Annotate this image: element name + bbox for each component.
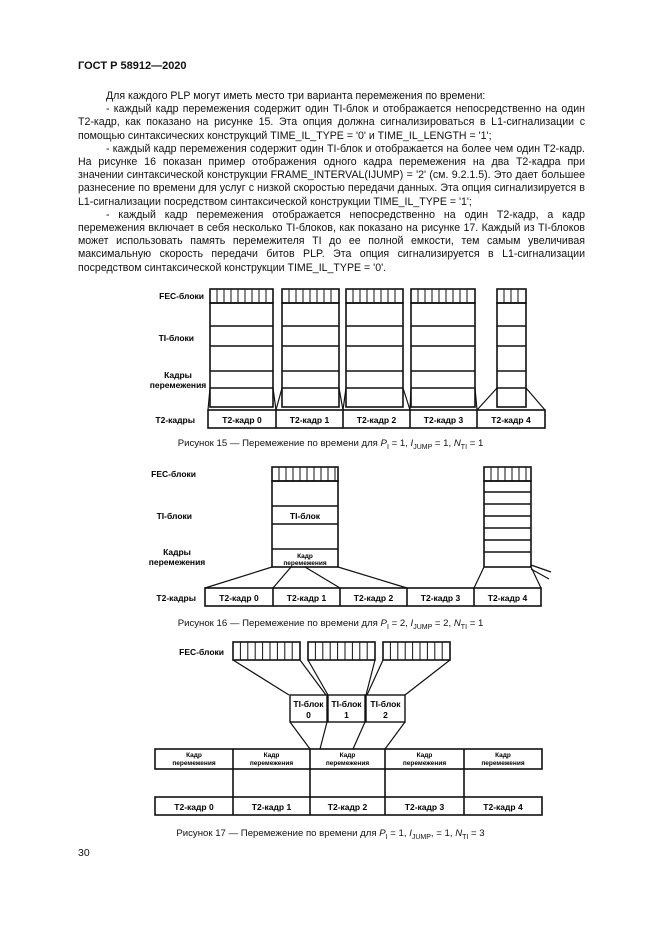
frames-label-2: перемежения (149, 380, 207, 390)
t2-frame-4: T2-кадр 4 (491, 415, 531, 425)
fec-block-group (308, 642, 375, 660)
figure-15-diagram (0, 284, 661, 434)
interleaving-frame-label: Кадр (495, 752, 511, 759)
t2-frame-3: T2-кадр 3 (423, 415, 464, 425)
fec-block-group (411, 289, 475, 303)
t2-frame-3: T2-кадр 3 (404, 802, 445, 812)
interleaving-frame-label: Кадр (416, 752, 433, 759)
t2-frame-0: T2-кадр 0 (222, 415, 262, 425)
interleaving-frame-label: перемежения (172, 760, 216, 767)
document-header: ГОСТ Р 58912—2020 (78, 60, 187, 72)
t2-frame-4: T2-кадр 4 (487, 593, 528, 603)
figure-17-caption: Рисунок 17 — Перемежение по времени для $P_I = 1$, $I_{JUMP}$, = 1, $N_{TI} = 3$ (176, 828, 485, 841)
fec-block-group (233, 642, 300, 660)
figure-16 (0, 462, 661, 612)
fec-block-group (210, 289, 273, 303)
ti-column (484, 481, 531, 567)
interleaving-frame-label: перемежения (325, 760, 370, 767)
fec-label: FEC-блоки (159, 291, 204, 301)
ti-column (210, 303, 273, 407)
interleaving-frame-label: Кадр (339, 752, 356, 759)
ti-column (497, 303, 526, 407)
t2-frame-4: T2-кадр 4 (483, 802, 523, 812)
figure-15-caption: Рисунок 15 — Перемежение по времени для $P_I = 1$, $I_{JUMP} = 1$, $N_{TI} = 1$ (177, 438, 484, 451)
frames-label: Кадры (164, 370, 192, 380)
figure-17-diagram (0, 637, 661, 825)
ti-column (282, 303, 339, 407)
t2-frame-1: T2-кадр 1 (286, 593, 327, 603)
ti-block-2-index: 2 (383, 710, 388, 720)
figure-16-diagram (0, 462, 661, 612)
interleaving-frame-label: перемежения (481, 760, 525, 767)
paragraph: Для каждого PLP могут иметь место три варианта перемежения по времени: (106, 90, 486, 102)
interleaving-frame-label-2: перемежения (283, 560, 327, 567)
ti-column (346, 303, 403, 407)
paragraph: - каждый кадр перемежения содержит один TI-блок и отображается непосредственно на один T2-кадр, как показано на рисунке 15. Эта опция должна сигнализироваться в L1-сигнализации с помощью синтаксических конструкций TIME_IL_TYPE = '0' и TIME_IL_LENGTH = '1'; (78, 103, 585, 142)
t2-frame-2: T2-кадр 2 (353, 593, 394, 603)
ti-block-1-index: 1 (344, 710, 349, 720)
t2-label: T2-кадры (155, 415, 195, 425)
page-number: 30 (78, 847, 90, 859)
interleaving-frame-label: перемежения (402, 760, 447, 767)
fec-block-group (383, 642, 450, 660)
ti-block-1-label: TI-блок (331, 699, 362, 709)
ti-label: TI-блоки (158, 333, 194, 343)
fec-label: FEC-блоки (151, 469, 196, 479)
ti-column (411, 303, 475, 407)
figure-16-caption: Рисунок 16 — Перемежение по времени для $P_I = 2$, $I_{JUMP} = 2$, $N_{TI} = 1$ (177, 618, 484, 631)
t2-frame-2: T2-кадр 2 (327, 802, 368, 812)
t2-frame-2: T2-кадр 2 (356, 415, 397, 425)
t2-frame-1: T2-кадр 1 (289, 415, 330, 425)
interleaving-frame-label: Кадр (186, 752, 202, 759)
paragraph: - каждый кадр перемежения содержит один TI-блок и отображается на более чем один T2-кадр. На рисунке 16 показан пример отображения одного кадра перемежения на два T2-кадра при значении синтаксической конструкции FRAME_INTERVAL(IJUMP) = '2' (см. 9.2.1.5). Это дает большее разнесение по времени для услуг с низкой скоростью передачи данных. Эта опция сигнализируется в L1-сигнализации посредством синтаксической конструкции TIME_IL_TYPE = '1'; (78, 142, 585, 208)
interleaving-frame-label: Кадр (263, 752, 280, 759)
t2-frame-3: T2-кадр 3 (420, 593, 461, 603)
ti-block-2-label: TI-блок (370, 699, 401, 709)
frames-label-2: перемежения (148, 557, 206, 567)
interleaving-frame-label: Кадр (297, 553, 313, 560)
body-text (78, 90, 585, 275)
figure-17 (0, 637, 661, 825)
frames-label: Кадры (163, 547, 191, 557)
t2-frame-1: T2-кадр 1 (251, 802, 292, 812)
paragraph: - каждый кадр перемежения отображается непосредственно на один T2-кадр, а кадр перемежения включает в себя несколько TI-блоков, как показано на рисунке 17. Каждый из TI-блоков может использовать память перемежителя TI до ее полной емкости, тем самым увеличивая максимальную скорость передачи битов PLP. Эта опция сигнализируется в L1-сигнализации посредством синтаксической конструкции TIME_IL_TYPE = '0'. (78, 208, 585, 274)
ti-label: TI-блоки (156, 511, 192, 521)
interleaving-frame-label: перемежения (249, 760, 294, 767)
t2-frame-0: T2-кадр 0 (174, 802, 214, 812)
fec-label: FEC-блоки (179, 647, 224, 657)
ti-block-0-index: 0 (306, 710, 311, 720)
t2-frame-0: T2-кадр 0 (219, 593, 259, 603)
ti-block-label: TI-блок (289, 511, 321, 521)
figure-15 (0, 284, 661, 434)
ti-block-0-label: TI-блок (293, 699, 324, 709)
t2-label: T2-кадры (156, 593, 196, 603)
